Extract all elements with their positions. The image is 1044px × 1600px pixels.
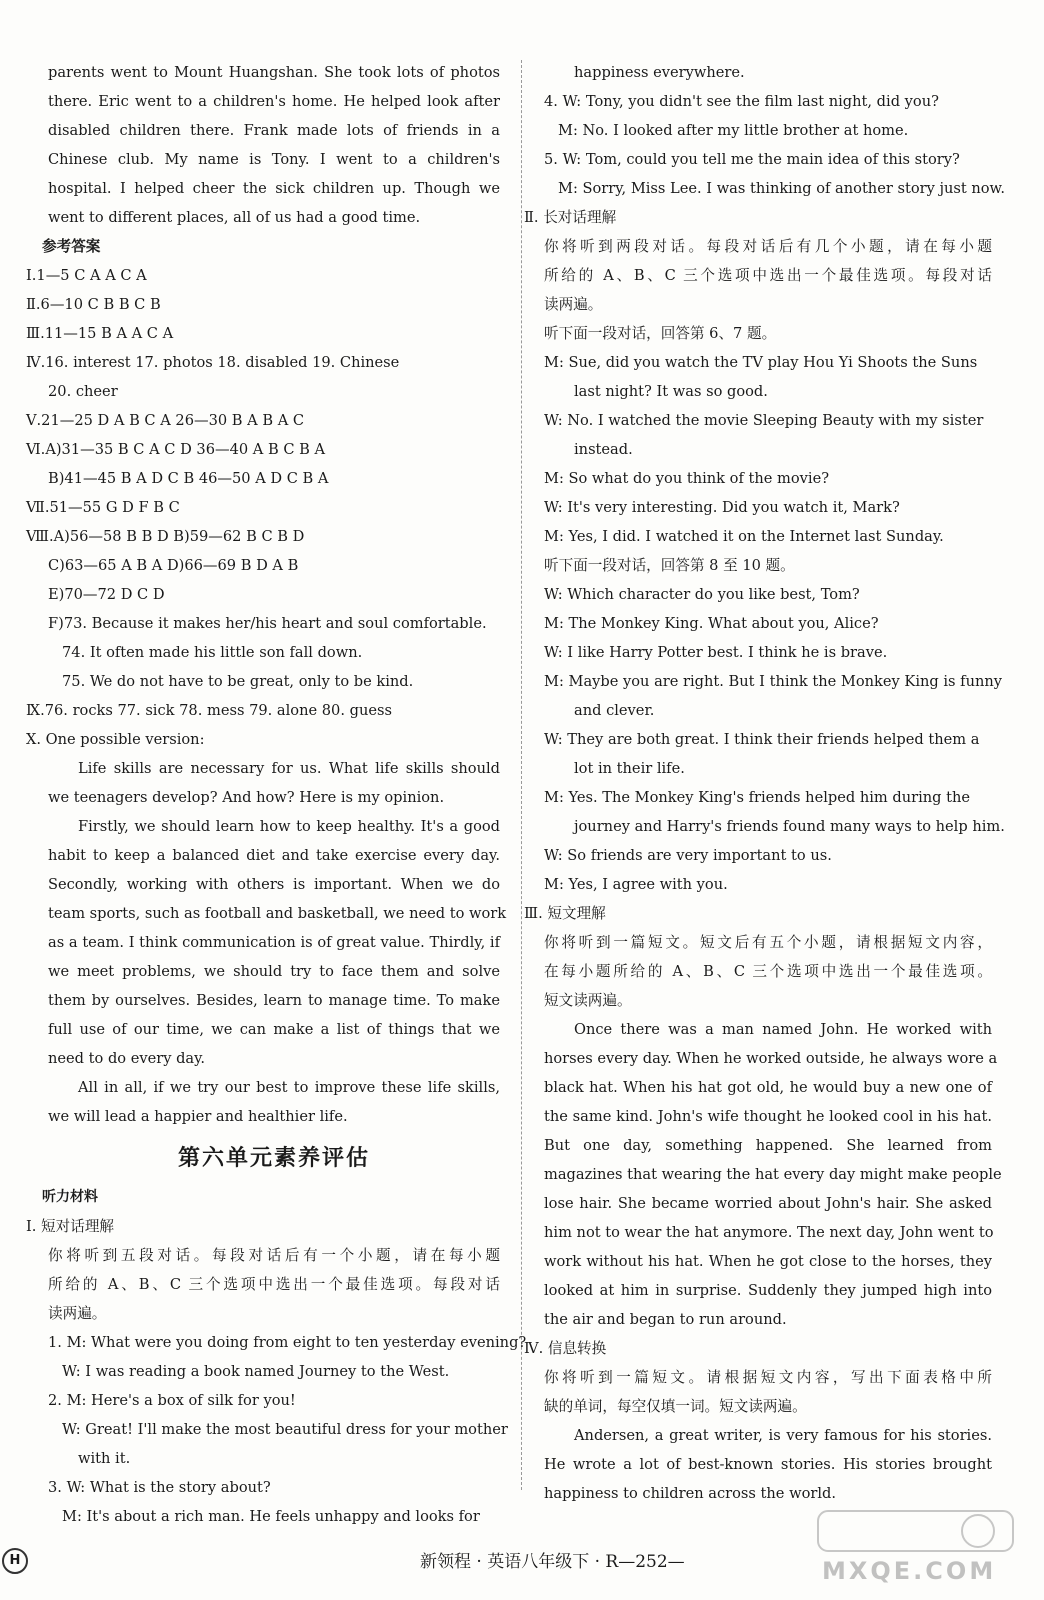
right-text-line: lot in their life. <box>574 760 685 777</box>
right-text-line: and clever. <box>574 702 655 719</box>
left-text-line: need to do every day. <box>48 1050 206 1067</box>
left-text-line: 听力材料 <box>42 1189 98 1205</box>
left-text-line: Firstly, we should learn how to keep healthy. It's a good <box>78 818 500 835</box>
right-text-line: last night? It was so good. <box>574 383 768 400</box>
right-column <box>524 58 1005 1508</box>
left-text-line: Ⅵ.A)31—35 B C A C D 36—40 A B C B A <box>26 441 326 458</box>
left-text-line: W: Great! I'll make the most beautiful dress for your mother <box>62 1421 508 1438</box>
right-text-line: 听下面一段对话，回答第 6、7 题。 <box>544 325 777 342</box>
right-text-line: M: Sorry, Miss Lee. I was thinking of another story just now. <box>558 180 1005 197</box>
left-text-line: 2. M: Here's a box of silk for you! <box>48 1392 296 1409</box>
right-text-line: W: I like Harry Potter best. I think he is brave. <box>544 644 888 661</box>
right-text-line: He wrote a lot of best-known stories. His stories brought <box>544 1456 992 1473</box>
left-text-line: hospital. I helped cheer the sick children up. Though we <box>48 180 500 197</box>
left-text-line: 3. W: What is the story about? <box>48 1479 271 1496</box>
left-text-line: Ⅴ.21—25 D A B C A 26—30 B A B A C <box>26 412 305 429</box>
right-text-line: Andersen, a great writer, is very famous for his stories. <box>574 1427 992 1444</box>
right-text-line: 4. W: Tony, you didn't see the film last night, did you? <box>544 93 939 110</box>
right-text-line: looked at him in surprise. Suddenly they jumped high into <box>544 1282 992 1299</box>
right-text-line: 你将听到一篇短文。短文后有五个小题，请根据短文内容， <box>544 934 992 951</box>
right-text-line: M: So what do you think of the movie? <box>544 470 830 487</box>
right-text-line: black hat. When his hat got old, he would buy a new one of <box>544 1079 992 1096</box>
right-text-line: the same kind. John's wife thought he looked cool in his hat. <box>544 1108 992 1125</box>
left-text-line: 1. M: What were you doing from eight to ten yesterday evening? <box>48 1334 527 1351</box>
right-text-line: M: The Monkey King. What about you, Alice? <box>544 615 879 632</box>
right-text-line: magazines that wearing the hat every day might make people <box>544 1166 1002 1183</box>
left-text-line: Ⅰ.1—5 C A A C A <box>26 267 147 284</box>
left-text-line: 74. It often made his little son fall down. <box>62 644 363 661</box>
left-text-line: habit to keep a balanced diet and take exercise every day. <box>48 847 500 864</box>
left-text-line: Ⅰ. 短对话理解 <box>26 1218 115 1235</box>
left-text-line: B)41—45 B A D C B 46—50 A D C B A <box>48 470 329 487</box>
left-text-line: W: I was reading a book named Journey to the West. <box>62 1363 450 1380</box>
right-text-line: M: No. I looked after my little brother at home. <box>558 122 909 139</box>
right-text-line: Once there was a man named John. He worked with <box>574 1021 992 1038</box>
right-text-line: 所给的 A、B、C 三个选项中选出一个最佳选项。每段对话 <box>544 267 992 284</box>
left-text-line: disabled children there. Frank made lots of friends in a <box>48 122 500 139</box>
watermark-logo <box>808 1505 1023 1593</box>
right-text-line: 在每小题所给的 A、B、C 三个选项中选出一个最佳选项。 <box>544 963 992 980</box>
right-text-line: 5. W: Tom, could you tell me the main idea of this story? <box>544 151 960 168</box>
left-text-line: C)63—65 A B A D)66—69 B D A B <box>48 557 299 574</box>
watermark-text: MXQE.COM <box>822 1557 997 1585</box>
left-text-line: Ⅳ.16. interest 17. photos 18. disabled 19. Chinese <box>26 354 400 371</box>
publisher-logo: H <box>2 1548 28 1574</box>
right-text-line: work without his hat. When he got close to the horses, they <box>544 1253 992 1270</box>
right-text-line: W: No. I watched the movie Sleeping Beauty with my sister <box>544 412 984 429</box>
right-text-line: Ⅳ. 信息转换 <box>524 1340 607 1357</box>
left-text-line: there. Eric went to a children's home. He helped look after <box>48 93 500 110</box>
left-text-line: them by ourselves. Besides, learn to manage time. To make <box>48 992 500 1009</box>
left-text-line: 20. cheer <box>48 383 118 400</box>
right-text-line: M: Yes. The Monkey King's friends helped him during the <box>544 789 971 806</box>
left-text-line: Ⅹ. One possible version: <box>26 731 205 748</box>
right-text-line: 短文读两遍。 <box>544 992 632 1009</box>
right-text-line: 听下面一段对话，回答第 8 至 10 题。 <box>544 557 795 574</box>
unit-title: 第六单元素养评估 <box>177 1146 370 1171</box>
left-text-line: M: It's about a rich man. He feels unhappy and looks for <box>62 1508 480 1525</box>
right-text-line: the air and began to run around. <box>544 1311 787 1328</box>
left-text-line: team sports, such as football and basketball, we need to work <box>48 905 507 922</box>
left-text-line: went to different places, all of us had a good time. <box>48 209 421 226</box>
right-text-line: Ⅱ. 长对话理解 <box>524 209 617 226</box>
left-text-line: we teenagers develop? And how? Here is my opinion. <box>48 789 445 806</box>
right-text-line: Ⅲ. 短文理解 <box>524 905 606 922</box>
left-text-line: F)73. Because it makes her/his heart and soul comfortable. <box>48 615 487 632</box>
right-text-line: But one day, something happened. She learned from <box>544 1137 992 1154</box>
right-text-line: horses every day. When he worked outside, he always wore a <box>544 1050 998 1067</box>
right-text-line: W: So friends are very important to us. <box>544 847 832 864</box>
right-text-line: 缺的单词，每空仅填一词。短文读两遍。 <box>544 1398 807 1415</box>
right-text-line: W: Which character do you like best, Tom? <box>544 586 860 603</box>
left-text-line: parents went to Mount Huangshan. She took lots of photos <box>48 64 500 81</box>
right-text-line: happiness to children across the world. <box>544 1485 836 1502</box>
right-text-line: him not to wear the hat anymore. The next day, John went to <box>544 1224 994 1241</box>
column-divider <box>521 60 522 1490</box>
page-footer: 新领程 · 英语八年级下 · R—252— <box>420 1552 685 1572</box>
left-text-line: full use of our time, we can make a list of things that we <box>48 1021 500 1038</box>
right-text-line: M: Yes, I did. I watched it on the Internet last Sunday. <box>544 528 944 545</box>
left-text-line: E)70—72 D C D <box>48 586 165 603</box>
right-text-line: 你将听到一篇短文。请根据短文内容，写出下面表格中所 <box>544 1369 992 1386</box>
right-text-line: M: Yes, I agree with you. <box>544 876 728 893</box>
right-text-line: W: It's very interesting. Did you watch it, Mark? <box>544 499 900 516</box>
left-text-line: 你将听到五段对话。每段对话后有一个小题，请在每小题 <box>48 1247 500 1264</box>
right-text-line: 读两遍。 <box>544 296 603 313</box>
left-text-line: Secondly, working with others is important. When we do <box>48 876 500 893</box>
left-text-line: as a team. I think communication is of great value. Thirdly, if <box>48 934 500 951</box>
left-text-line: we meet problems, we should try to face them and solve <box>48 963 500 980</box>
left-text-line: 参考答案 <box>42 238 101 255</box>
right-text-line: M: Sue, did you watch the TV play Hou Yi Shoots the Suns <box>544 354 978 371</box>
left-text-line: we will lead a happier and healthier life. <box>48 1108 348 1125</box>
right-text-line: 你将听到两段对话。每段对话后有几个小题，请在每小题 <box>544 238 992 255</box>
left-text-line: Life skills are necessary for us. What life skills should <box>78 760 500 777</box>
right-text-line: lose hair. She became worried about John's hair. She asked <box>544 1195 992 1212</box>
left-text-line: Ⅲ.11—15 B A A C A <box>26 325 174 342</box>
right-text-line: journey and Harry's friends found many ways to help him. <box>574 818 1005 835</box>
left-text-line: All in all, if we try our best to improve these life skills, <box>78 1079 500 1096</box>
left-text-line: with it. <box>78 1450 131 1467</box>
left-text-line: Ⅷ.A)56—58 B B D B)59—62 B C B D <box>26 528 305 545</box>
left-text-line: Ⅶ.51—55 G D F B C <box>26 499 180 516</box>
left-column <box>26 58 527 1531</box>
left-text-line: 75. We do not have to be great, only to be kind. <box>62 673 414 690</box>
right-text-line: instead. <box>574 441 633 458</box>
right-text-line: M: Maybe you are right. But I think the Monkey King is funny <box>544 673 1003 690</box>
right-text-line: W: They are both great. I think their friends helped them a <box>544 731 980 748</box>
left-text-line: Chinese club. My name is Tony. I went to a children's <box>48 151 500 168</box>
left-text-line: 读两遍。 <box>48 1305 107 1322</box>
right-text-line: happiness everywhere. <box>574 64 745 81</box>
left-text-line: Ⅱ.6—10 C B B C B <box>26 296 161 313</box>
left-text-line: 所给的 A、B、C 三个选项中选出一个最佳选项。每段对话 <box>48 1276 500 1293</box>
left-text-line: Ⅸ.76. rocks 77. sick 78. mess 79. alone 80. guess <box>26 702 392 719</box>
